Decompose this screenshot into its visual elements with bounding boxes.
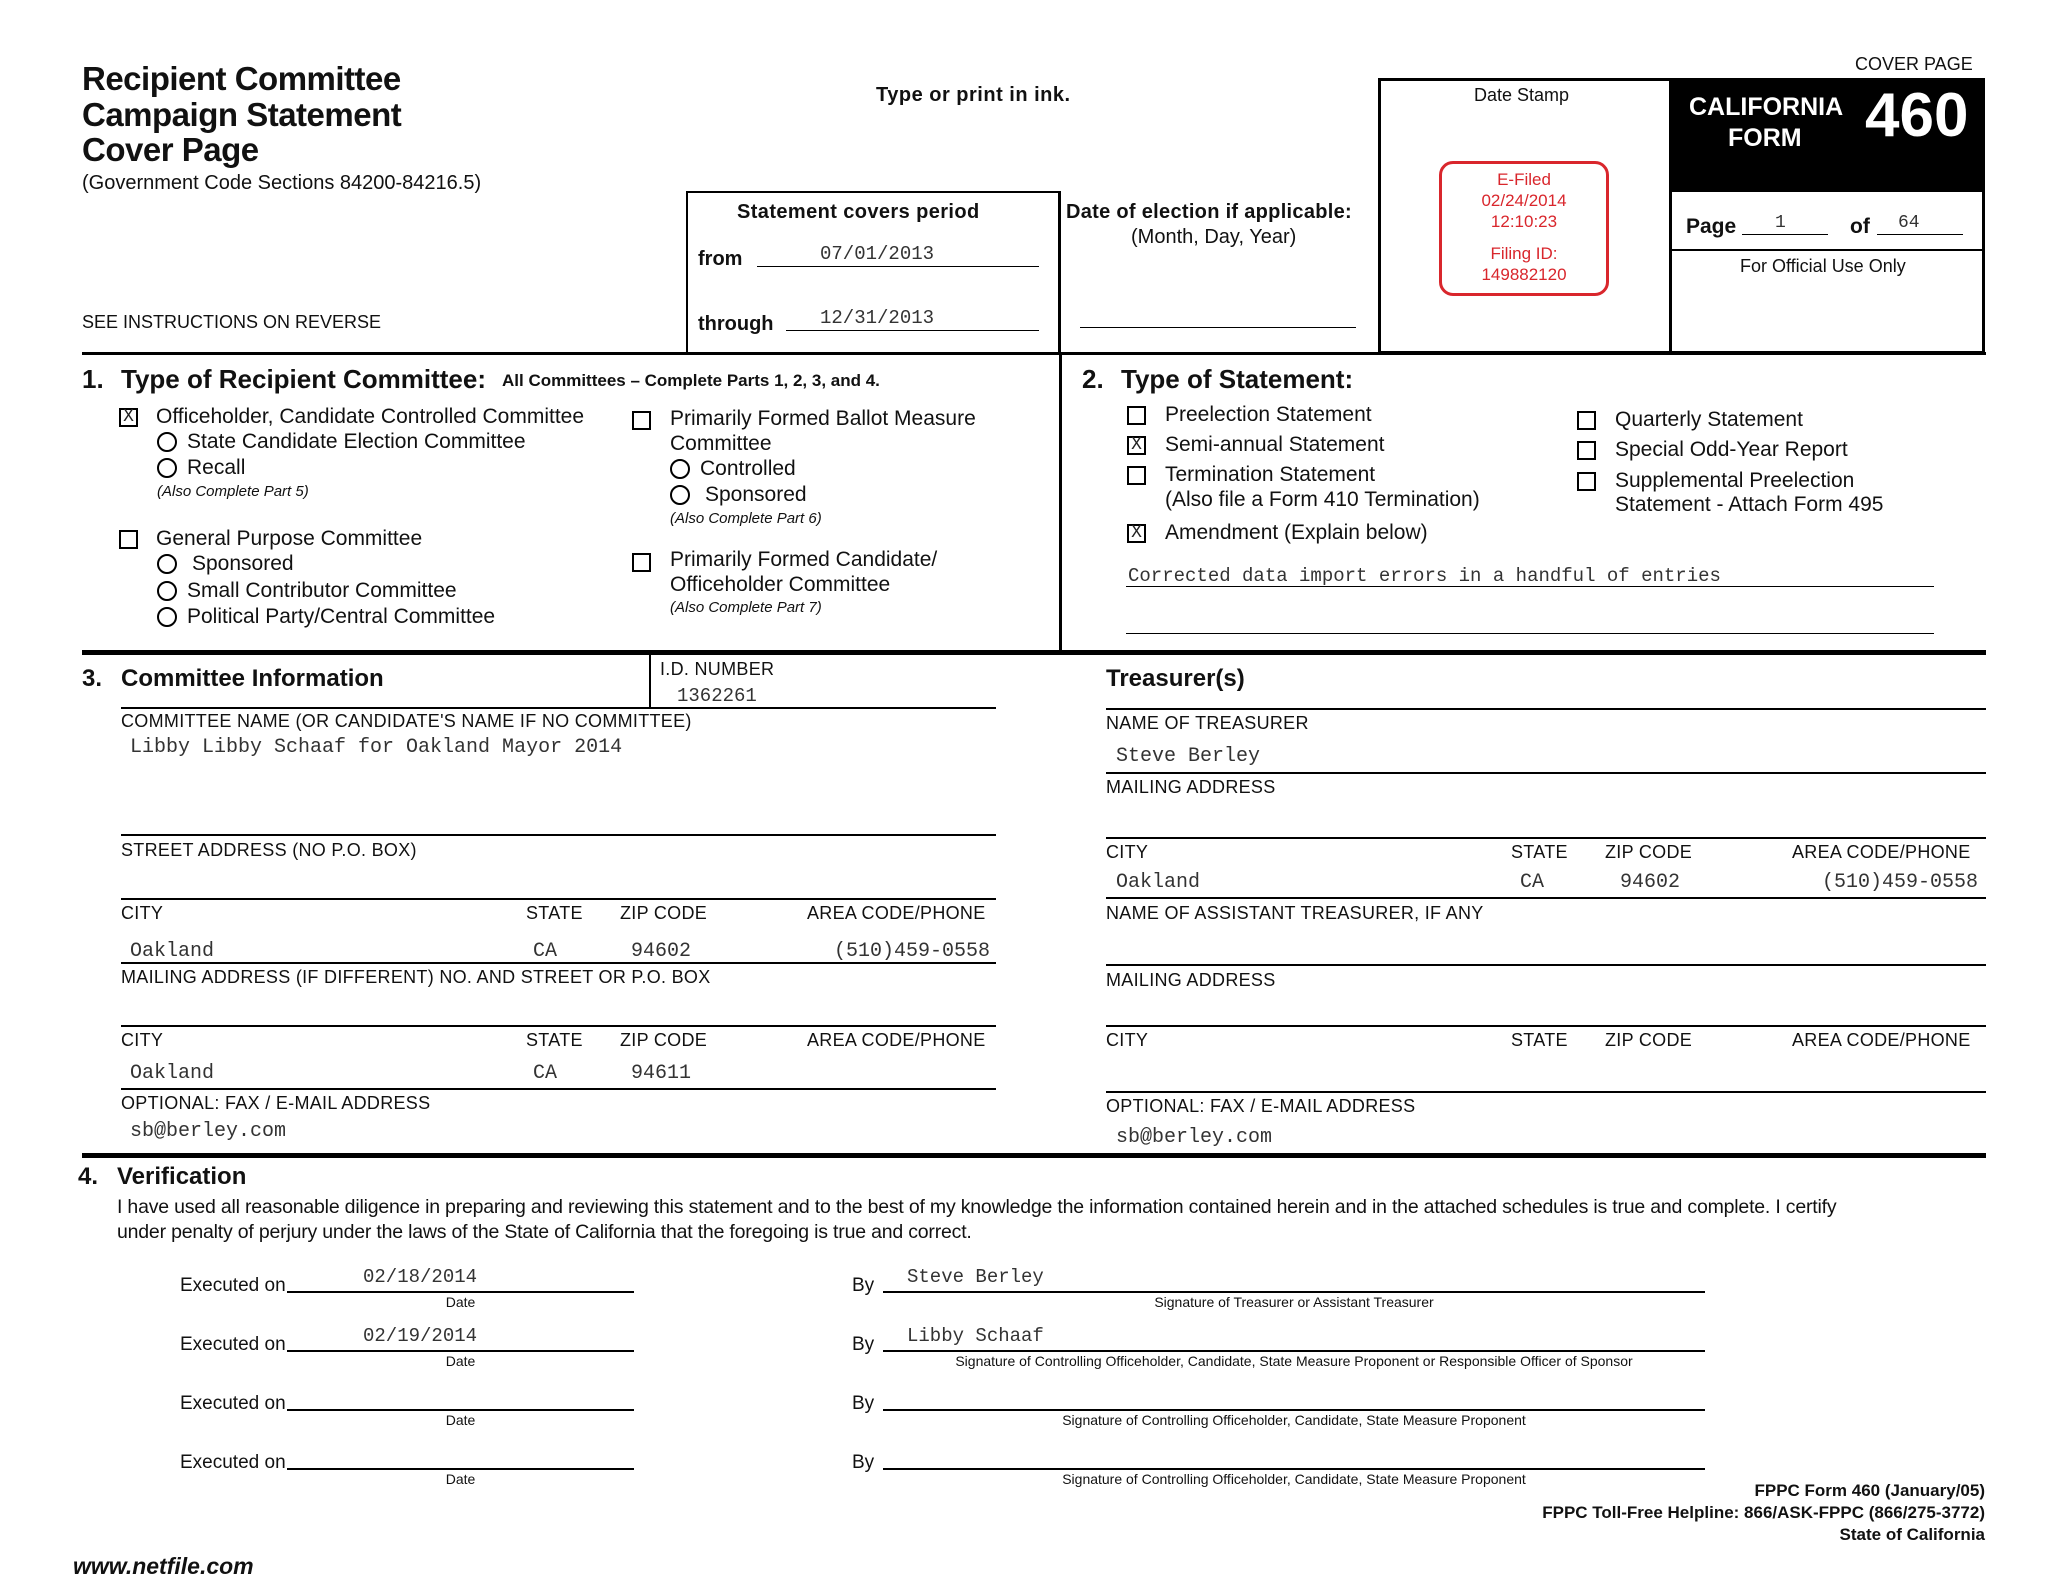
form-title-line2: Campaign Statement [82, 96, 402, 133]
treasurer-email-field[interactable]: sb@berley.com [1116, 1126, 1273, 1149]
general-purpose-checkbox[interactable] [119, 530, 138, 549]
bm-sponsored-radio[interactable] [670, 485, 690, 505]
date-line-1 [287, 1291, 634, 1293]
signature-line-2 [883, 1350, 1705, 1352]
date-caption-4: Date [445, 1471, 476, 1487]
amendment-label: Amendment (Explain below) [1165, 521, 1428, 544]
section3-title: Committee Information [121, 665, 384, 692]
by-label-2: By [852, 1334, 875, 1355]
state-label-1: STATE [526, 903, 583, 923]
date-caption-1: Date [445, 1294, 476, 1310]
page-number-field[interactable]: 1 [1775, 213, 1786, 233]
fppc-form-ref: FPPC Form 460 (January/05) [1754, 1481, 1985, 1500]
semiannual-checkbox[interactable]: X [1127, 436, 1146, 455]
section4-top-rule [82, 1153, 1986, 1158]
termination-checkbox[interactable] [1127, 466, 1146, 485]
ballot-measure-checkbox[interactable] [632, 411, 651, 430]
gp-small-radio[interactable] [157, 581, 177, 601]
zip-label-1: ZIP CODE [620, 903, 708, 923]
also-part7-note: (Also Complete Part 7) [670, 599, 822, 616]
treasurer-mailing-label: MAILING ADDRESS [1106, 777, 1276, 797]
header-rule [82, 352, 1986, 355]
date-line-4[interactable] [287, 1468, 634, 1470]
by-label-1: By [852, 1275, 875, 1296]
efiled-stamp [1439, 161, 1609, 296]
date-line-3[interactable] [287, 1409, 634, 1411]
gp-small-label: Small Contributor Committee [187, 579, 457, 602]
gp-party-label: Political Party/Central Committee [187, 605, 496, 628]
date-caption-3: Date [445, 1412, 476, 1428]
page-number-line [1742, 234, 1828, 235]
executed-on-label-2: Executed on [180, 1334, 286, 1355]
date-caption-2: Date [445, 1353, 476, 1369]
by-label-4: By [852, 1452, 875, 1473]
signature-1[interactable]: Steve Berley [907, 1266, 1044, 1288]
page-total-field[interactable]: 64 [1898, 213, 1920, 233]
date-line-2 [287, 1350, 634, 1352]
mailing-city-field[interactable]: Oakland [130, 1062, 215, 1085]
mailing-address-label: MAILING ADDRESS (IF DIFFERENT) NO. AND STREET OR P.O. BOX [121, 967, 711, 987]
state-of-california: State of California [1839, 1525, 1985, 1544]
treasurer-phone-label: AREA CODE/PHONE [1792, 842, 1971, 862]
termination-note: (Also file a Form 410 Termination) [1165, 488, 1480, 511]
section1-number: 1. [82, 364, 104, 394]
mailing-state-field[interactable]: CA [533, 1062, 558, 1085]
gp-party-radio[interactable] [157, 607, 177, 627]
form-title-line1: Recipient Committee [82, 60, 401, 97]
executed-on-label-1: Executed on [180, 1275, 286, 1296]
name-line [121, 834, 996, 836]
recall-radio[interactable] [157, 458, 177, 478]
from-label: from [698, 248, 743, 270]
treasurer-name-field[interactable]: Steve Berley [1116, 745, 1261, 768]
signature-line-3[interactable] [883, 1409, 1705, 1411]
gp-sponsored-radio[interactable] [157, 554, 177, 574]
amendment-checkbox[interactable]: X [1127, 524, 1146, 543]
executed-on-label-4: Executed on [180, 1452, 286, 1473]
form-state-label: CALIFORNIA [1689, 93, 1844, 121]
signature-caption-1: Signature of Treasurer or Assistant Treasurer [1154, 1294, 1434, 1310]
through-line [786, 330, 1039, 331]
signature-2[interactable]: Libby Schaaf [907, 1325, 1044, 1347]
assistant-mailing-label: MAILING ADDRESS [1106, 970, 1276, 990]
assistant-city-label: CITY [1106, 1030, 1149, 1050]
treasurer-title-line [1106, 708, 1986, 710]
official-use-label: For Official Use Only [1740, 256, 1906, 276]
form-word-label: FORM [1728, 124, 1802, 152]
committee-city-field[interactable]: Oakland [130, 940, 215, 963]
quarterly-checkbox[interactable] [1577, 411, 1596, 430]
section3-number: 3. [82, 665, 103, 692]
primarily-candidate-label2: Officeholder Committee [670, 573, 891, 596]
by-label-3: By [852, 1393, 875, 1414]
committee-email-field[interactable]: sb@berley.com [130, 1120, 287, 1143]
election-left-border [1059, 191, 1061, 354]
state-label-2: STATE [526, 1030, 583, 1050]
treasurer-phone-field[interactable]: (510)459-0558 [1822, 871, 1979, 894]
recall-label: Recall [187, 456, 246, 479]
page-total-line [1877, 234, 1963, 235]
treasurer-optional-label: OPTIONAL: FAX / E-MAIL ADDRESS [1106, 1096, 1416, 1116]
zip-label-2: ZIP CODE [620, 1030, 708, 1050]
executed-on-label-3: Executed on [180, 1393, 286, 1414]
assistant-zip-label: ZIP CODE [1605, 1030, 1693, 1050]
execution-date-2[interactable]: 02/19/2014 [363, 1325, 478, 1347]
page-label: Page [1686, 215, 1737, 238]
treasurer-city-field[interactable]: Oakland [1116, 871, 1201, 894]
signature-line-4[interactable] [883, 1468, 1705, 1470]
assistant-city-line [1106, 1091, 1986, 1093]
treasurer-state-label: STATE [1511, 842, 1568, 862]
stamp-line1: E-Filed [1497, 170, 1551, 189]
netfile-website[interactable]: www.netfile.com [73, 1553, 254, 1579]
cover-page-label: COVER PAGE [1855, 54, 1973, 74]
also-part5-note: (Also Complete Part 5) [157, 483, 309, 500]
assistant-name-line [1106, 964, 1986, 966]
from-date-field[interactable]: 07/01/2013 [820, 243, 935, 265]
committee-state-field[interactable]: CA [533, 940, 558, 963]
supplemental-label2: Statement - Attach Form 495 [1615, 493, 1884, 516]
supplemental-checkbox[interactable] [1577, 472, 1596, 491]
general-purpose-label: General Purpose Committee [156, 527, 423, 550]
stamp-line4: Filing ID: [1490, 244, 1558, 263]
election-subheading: (Month, Day, Year) [1131, 226, 1297, 248]
period-heading: Statement covers period [737, 201, 980, 223]
committee-phone-field[interactable]: (510)459-0558 [834, 940, 991, 963]
section2-title: Type of Statement: [1121, 364, 1354, 394]
amendment-explanation-field[interactable]: Corrected data import errors in a handful of entries [1128, 565, 1721, 587]
treasurer-state-field[interactable]: CA [1520, 871, 1545, 894]
election-date-field[interactable] [1080, 327, 1356, 328]
section4-number: 4. [78, 1163, 99, 1190]
bm-controlled-radio[interactable] [670, 459, 690, 479]
id-line [121, 707, 996, 709]
stamp-line2: 02/24/2014 [1481, 191, 1567, 210]
city-label-2: CITY [121, 1030, 164, 1050]
officeholder-label: Officeholder, Candidate Controlled Committee [156, 405, 585, 428]
section1-title: Type of Recipient Committee: [121, 364, 487, 394]
treasurer-zip-field[interactable]: 94602 [1620, 871, 1681, 894]
treasurer-zip-label: ZIP CODE [1605, 842, 1693, 862]
state-candidate-radio[interactable] [157, 432, 177, 452]
primarily-candidate-label1: Primarily Formed Candidate/ [670, 548, 938, 571]
execution-date-1[interactable]: 02/18/2014 [363, 1266, 478, 1288]
preelection-label: Preelection Statement [1165, 403, 1372, 426]
mailing-line [121, 1025, 996, 1027]
id-number-field[interactable]: 1362261 [677, 685, 757, 707]
see-instructions: SEE INSTRUCTIONS ON REVERSE [82, 312, 382, 332]
gov-code-note: (Government Code Sections 84200-84216.5) [82, 172, 482, 194]
section3-top-rule [82, 650, 1986, 655]
ballot-measure-label1: Primarily Formed Ballot Measure [670, 407, 976, 430]
verification-text-line1: I have used all reasonable diligence in preparing and reviewing this statement and to the best of my knowledge the information contained herein and in the attached schedules is true and complete. I certify [117, 1196, 1837, 1218]
section1-2-divider [1059, 354, 1062, 652]
signature-caption-3: Signature of Controlling Officeholder, Candidate, State Measure Proponent [1062, 1412, 1526, 1428]
assistant-phone-label: AREA CODE/PHONE [1792, 1030, 1971, 1050]
section2-number: 2. [1082, 364, 1104, 394]
treasurer-mailing-line [1106, 837, 1986, 839]
street-line [121, 898, 996, 900]
verification-text-line2: under penalty of perjury under the laws of the State of California that the foregoing is true and correct. [117, 1221, 972, 1243]
amendment-line1 [1126, 586, 1934, 587]
type-print-note: Type or print in ink. [876, 84, 1071, 106]
mailing-zip-field[interactable]: 94611 [631, 1062, 692, 1085]
stamp-line3: 12:10:23 [1490, 212, 1558, 231]
section4-title: Verification [117, 1163, 247, 1190]
form-title-line3: Cover Page [82, 131, 259, 168]
treasurer-city-label: CITY [1106, 842, 1149, 862]
committee-zip-field[interactable]: 94602 [631, 940, 692, 963]
through-label: through [698, 313, 774, 335]
city-line-1 [121, 962, 996, 964]
quarterly-label: Quarterly Statement [1615, 408, 1803, 431]
officeholder-checkbox[interactable]: X [119, 408, 138, 427]
special-checkbox[interactable] [1577, 441, 1596, 460]
section1-subtitle: All Committees – Complete Parts 1, 2, 3, and 4. [502, 371, 880, 390]
of-label: of [1850, 215, 1870, 238]
id-box-border [649, 655, 651, 709]
primarily-candidate-checkbox[interactable] [632, 553, 651, 572]
bm-controlled-label: Controlled [700, 457, 796, 480]
committee-optional-label: OPTIONAL: FAX / E-MAIL ADDRESS [121, 1093, 431, 1113]
supplemental-label1: Supplemental Preelection [1615, 469, 1855, 492]
phone-label-1: AREA CODE/PHONE [807, 903, 986, 923]
committee-name-label: COMMITTEE NAME (OR CANDIDATE'S NAME IF NO COMMITTEE) [121, 711, 692, 731]
gp-sponsored-label: Sponsored [192, 552, 294, 575]
treasurer-name-line [1106, 772, 1986, 774]
state-candidate-label: State Candidate Election Committee [187, 430, 526, 453]
stamp-line5: 149882120 [1481, 265, 1567, 284]
from-line [757, 266, 1039, 267]
election-heading: Date of election if applicable: [1066, 201, 1353, 223]
treasurer-title: Treasurer(s) [1106, 665, 1245, 692]
termination-label: Termination Statement [1165, 463, 1376, 486]
treasurer-city-line [1106, 897, 1986, 899]
preelection-checkbox[interactable] [1127, 406, 1146, 425]
assistant-mailing-line [1106, 1025, 1986, 1027]
page-box-divider [1669, 249, 1985, 251]
assistant-state-label: STATE [1511, 1030, 1568, 1050]
id-number-label: I.D. NUMBER [660, 659, 775, 679]
through-date-field[interactable]: 12/31/2013 [820, 307, 935, 329]
city-label-1: CITY [121, 903, 164, 923]
date-stamp-label: Date Stamp [1474, 85, 1570, 105]
bm-sponsored-label: Sponsored [705, 483, 807, 506]
committee-name-field[interactable]: Libby Libby Schaaf for Oakland Mayor 2014 [130, 736, 623, 759]
ballot-measure-label2: Committee [670, 432, 772, 455]
semiannual-label: Semi-annual Statement [1165, 433, 1385, 456]
signature-line-1 [883, 1291, 1705, 1293]
assistant-treasurer-label: NAME OF ASSISTANT TREASURER, IF ANY [1106, 903, 1484, 923]
signature-caption-4: Signature of Controlling Officeholder, Candidate, State Measure Proponent [1062, 1471, 1526, 1487]
special-label: Special Odd-Year Report [1615, 438, 1848, 461]
also-part6-note: (Also Complete Part 6) [670, 510, 822, 527]
treasurer-name-label: NAME OF TREASURER [1106, 713, 1309, 733]
city-line-2 [121, 1088, 996, 1090]
amendment-line2 [1126, 633, 1934, 634]
form-number: 460 [1865, 81, 1969, 150]
signature-caption-2: Signature of Controlling Officeholder, Candidate, State Measure Proponent or Responsible Officer of Sponsor [955, 1353, 1633, 1369]
phone-label-2: AREA CODE/PHONE [807, 1030, 986, 1050]
fppc-helpline: FPPC Toll-Free Helpline: 866/ASK-FPPC (866/275-3772) [1542, 1503, 1985, 1522]
street-address-label: STREET ADDRESS (NO P.O. BOX) [121, 840, 417, 860]
